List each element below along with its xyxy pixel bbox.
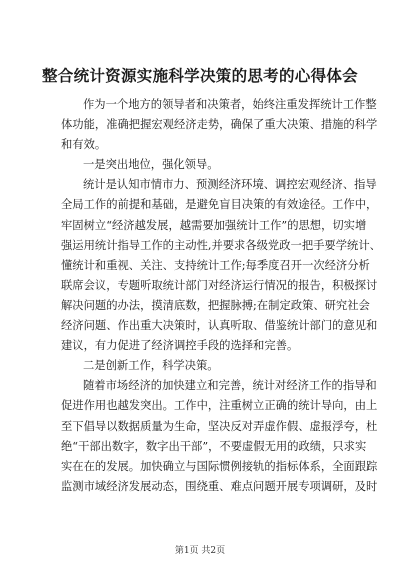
body-line: 作为一个地方的领导者和决策者，始终注重发挥统计工作整 [83,98,377,111]
body-line: 至下倡导以数据质量为生命，坚决反对弄虚作假、虚报浮夸，杜 [61,419,378,433]
body-line: 促进作用也越发突出。工作中，注重树立正确的统计导向，由上 [61,399,378,413]
body-line: 随着市场经济的加快建立和完善，统计对经济工作的指导和 [83,379,377,393]
body-line: 牢固树立“经济越发展，越需要加强统计工作”的思想，切实增 [61,218,367,232]
body-line: 解决问题的办法，摸清底数，把握脉搏;在制定政策、研究社会 [61,298,370,312]
body-line: 一是突出地位，强化领导。 [83,158,219,172]
body-line: 二是创新工作，科学决策。 [83,359,219,373]
body-line: 经济问题、作出重大决策时，认真听取、借鉴统计部门的意见和 [61,319,378,333]
body-line: 体功能，准确把握宏观经济走势，确保了重大决策、措施的科学 [61,118,378,132]
document-body [61,95,381,497]
body-line: 监测市域经济发展动态，围绕重、难点问题开展专项调研，及时 [61,479,378,493]
body-line: 全局工作的前提和基础，是避免盲目决策的有效途径。工作中， [61,198,378,212]
body-line: 绝“干部出数字，数字出干部”，不要虚假无用的政绩，只求实 [61,439,367,453]
document-title: 整合统计资源实施科学决策的思考的心得体会 [41,66,358,85]
body-line: 懂统计和重视、关注、支持统计工作;每季度召开一次经济分析 [61,258,370,272]
body-line: 强运用统计指导工作的主动性,并要求各级党政一把手要学统计、 [61,238,381,252]
body-line: 统计是认知市情市力、预测经济环境、调控宏观经济、指导 [83,178,377,192]
page-footer: 第1页 共2页 [174,546,226,556]
body-line: 和有效。 [61,138,107,152]
body-line: 实在在的发展。加快确立与国际惯例接轨的指标体系，全面跟踪 [61,459,378,473]
body-line: 建议，有力促进了经济调控手段的选择和完善。 [61,339,299,353]
body-line: 联席会议，专题听取统计部门对经济运行情况的报告，积极探讨 [61,278,378,292]
